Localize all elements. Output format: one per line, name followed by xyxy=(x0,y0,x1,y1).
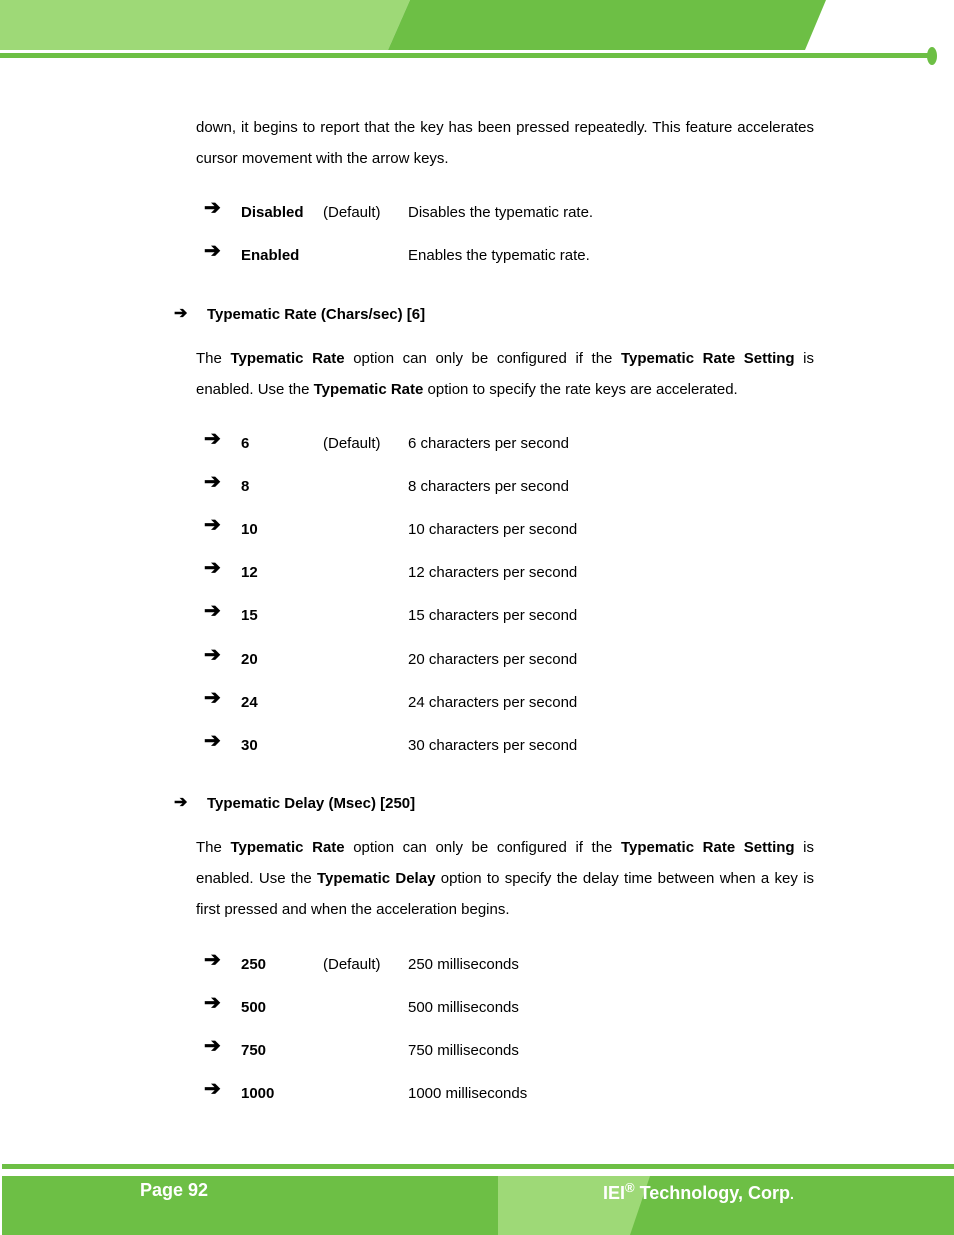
arrow-icon: ➔ xyxy=(204,471,221,494)
option-description: 500 milliseconds xyxy=(408,999,519,1016)
option-value: 15 xyxy=(241,607,258,625)
arrow-icon: ➔ xyxy=(204,600,221,623)
arrow-icon: ➔ xyxy=(204,514,221,537)
arrow-icon: ➔ xyxy=(204,1035,221,1057)
option-value: 500 xyxy=(241,999,267,1016)
arrow-icon: ➔ xyxy=(204,992,221,1014)
option-value: 24 xyxy=(241,693,258,711)
page-number: Page 92 xyxy=(140,1180,209,1200)
arrow-icon: ➔ xyxy=(204,557,221,580)
arrow-icon: ➔ xyxy=(204,949,221,971)
header-banner xyxy=(0,0,954,70)
rate-paragraph: The Typematic Rate option can only be configured if the Typematic Rate Setting is enabled. Use the Typematic Rate option to specify the rate keys are accelerated. xyxy=(196,350,815,398)
company-brand: IEI® Technology, Corp. xyxy=(603,1180,794,1203)
arrow-icon: ➔ xyxy=(204,428,221,450)
arrow-icon: ➔ xyxy=(204,240,221,262)
option-value: 8 xyxy=(241,478,250,496)
option-description: 750 milliseconds xyxy=(408,1042,519,1059)
arrow-icon: ➔ xyxy=(204,729,221,752)
option-description: 10 characters per second xyxy=(408,521,578,539)
option-value: 12 xyxy=(241,564,258,582)
option-value: 30 xyxy=(241,736,258,754)
arrow-icon: ➔ xyxy=(204,643,221,666)
option-description: 30 characters per second xyxy=(408,736,578,754)
option-value: 750 xyxy=(241,1042,267,1059)
option-description: 24 characters per second xyxy=(408,693,578,711)
option-value: 20 xyxy=(241,650,258,668)
option-default: (Default) xyxy=(323,435,381,452)
arrow-icon: ➔ xyxy=(204,197,221,219)
arrow-icon: ➔ xyxy=(204,1078,221,1100)
option-value: 250 xyxy=(241,956,267,973)
option-value: 6 xyxy=(241,435,250,452)
option-description: 250 milliseconds xyxy=(408,956,519,973)
option-description: 20 characters per second xyxy=(408,650,578,668)
option-description: 8 characters per second xyxy=(408,478,569,496)
option-description: 12 characters per second xyxy=(408,564,578,582)
intro-paragraph: down, it begins to report that the key has been pressed repeatedly. This feature accelerates cursor movement with the arrow keys. xyxy=(196,119,814,167)
delay-paragraph: The Typematic Rate option can only be configured if the Typematic Rate Setting is enabled. Use the Typematic Delay option to specify the delay time between when a key is first pressed and when the acceleration begins. xyxy=(196,839,815,918)
arrow-icon: ➔ xyxy=(174,794,188,811)
option-description: 1000 milliseconds xyxy=(408,1085,528,1102)
option-value: 10 xyxy=(241,521,258,539)
arrow-icon: ➔ xyxy=(174,305,188,322)
option-description: 6 characters per second xyxy=(408,435,569,452)
option-value: 1000 xyxy=(241,1085,275,1102)
option-description: 15 characters per second xyxy=(408,607,578,625)
option-default: (Default) xyxy=(323,956,381,973)
arrow-icon: ➔ xyxy=(204,686,221,709)
